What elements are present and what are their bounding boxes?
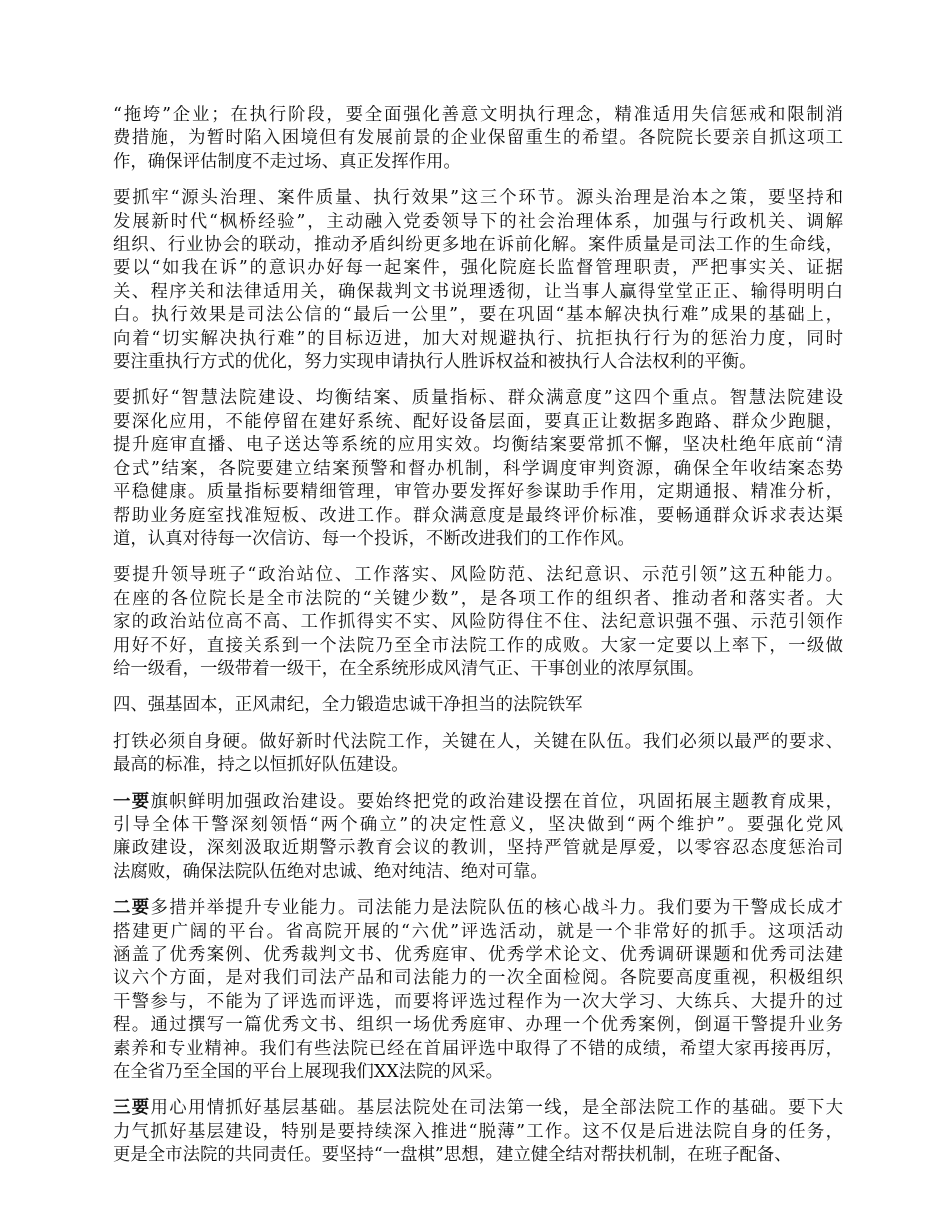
text-line: 四、强基固本，正风肃纪，全力锻造忠诚干净担当的法院铁军 (113, 695, 583, 716)
text-line: 向着“切实解决执行难”的目标迈进，加大对规避执行、抗拒执行行为的惩治力度，同时 (113, 328, 843, 349)
text-line: 道，认真对待每一次信访、每一个投诉，不断改进我们的工作作风。 (113, 528, 635, 549)
line-text: 多措并举提升专业能力。司法能力是法院队伍的核心战斗力。我们要为干警成长成才 (150, 898, 843, 919)
text-line (113, 791, 843, 814)
text-line: 搭建更广阔的平台。省高院开展的“六优”评选活动，就是一个非常好的抓手。这项活动 (113, 921, 843, 942)
text-line: 要注重执行方式的优化，努力实现申请执行人胜诉权益和被执行人合法权利的平衡。 (113, 352, 757, 373)
text-line: 法腐败，确保法院队伍绝对忠诚、绝对纯洁、绝对可靠。 (113, 861, 548, 882)
text-line: “拖垮”企业；在执行阶段，要全面强化善意文明执行理念，精准适用失信惩戒和限制消 (113, 105, 843, 125)
section-heading (113, 694, 843, 717)
document-page (113, 104, 843, 1181)
text-line (113, 1097, 843, 1120)
text-line: 用好不好，直接关系到一个法院乃至全市法院工作的成败。大家一定要以上率下，一级做 (113, 635, 843, 656)
paragraph (113, 387, 843, 551)
text-line: 在座的各位院长是全市法院的“关键少数”，是各项工作的组织者、推动者和落实者。大 (113, 588, 843, 609)
paragraph (113, 564, 843, 681)
paragraph (113, 104, 843, 174)
paragraph (113, 791, 843, 885)
text-line: 关、程序关和法律适用关，确保裁判文书说理透彻，让当事人赢得堂堂正正、输得明明白 (113, 281, 843, 302)
text-line: 给一级看，一级带着一级干，在全系统形成风清气正、干事创业的浓厚氛围。 (113, 658, 705, 679)
text-line: 更是全市法院的共同责任。要坚持“一盘棋”思想，建立健全结对帮扶机制，在班子配备、 (113, 1145, 792, 1166)
text-line: 要以“如我在诉”的意识办好每一起案件，强化院庭长监督管理职责，严把事实关、证据 (113, 258, 843, 279)
text-line: 干警参与，不能为了评选而评选，而要将评选过程作为一次大学习、大练兵、大提升的过 (113, 991, 843, 1012)
line-text: 旗帜鲜明加强政治建设。要始终把党的政治建设摆在首位，巩固拓展主题教育成果， (150, 791, 843, 812)
text-line: 白。执行效果是司法公信的“最后一公里”，要在巩固“基本解决执行难”成果的基础上， (113, 305, 843, 326)
text-line: 在全省乃至全国的平台上展现我们XX法院的风采。 (113, 1062, 503, 1083)
text-line (113, 897, 843, 920)
text-line: 引导全体干警深刻领悟“两个确立”的决定性意义，坚决做到“两个维护”。要强化党风 (113, 814, 843, 835)
text-line: 作，确保评估制度不走过场、真正发挥作用。 (113, 151, 461, 172)
paragraph (113, 187, 843, 374)
paragraph (113, 897, 843, 1084)
text-line: 仓式”结案，各院要建立结案预警和督办机制，科学调度审判资源，确保全年收结案态势 (113, 458, 843, 479)
text-line: 家的政治站位高不高、工作抓得实不实、风险防得住不住、法纪意识强不强、示范引领作 (113, 612, 843, 633)
text-line: 费措施，为暂时陷入困境但有发展前景的企业保留重生的希望。各院院长要亲自抓这项工 (113, 128, 843, 149)
text-line: 要深化应用，不能停留在建好系统、配好设备层面，要真正让数据多跑路、群众少跑腿， (113, 411, 843, 432)
text-line: 发展新时代“枫桥经验”，主动融入党委领导下的社会治理体系，加强与行政机关、调解 (113, 211, 843, 232)
lead-label: 一要 (113, 791, 151, 812)
text-line: 议六个方面，是对我们司法产品和司法能力的一次全面检阅。各院要高度重视，积极组织 (113, 968, 843, 989)
line-text: 用心用情抓好基层基础。基层法院处在司法第一线，是全部法院工作的基础。要下大 (150, 1098, 843, 1119)
text-line: 要抓好“智慧法院建设、均衡结案、质量指标、群众满意度”这四个重点。智慧法院建设 (113, 388, 843, 409)
text-line: 要抓牢“源头治理、案件质量、执行效果”这三个环节。源头治理是治本之策，要坚持和 (113, 188, 843, 209)
paragraph (113, 1097, 843, 1167)
text-line: 打铁必须自身硬。做好新时代法院工作，关键在人，关键在队伍。我们必须以最严的要求、 (113, 731, 843, 752)
text-line: 涵盖了优秀案例、优秀裁判文书、优秀庭审、优秀学术论文、优秀调研课题和优秀司法建 (113, 945, 843, 965)
text-line: 程。通过撰写一篇优秀文书、组织一场优秀庭审、办理一个优秀案例，倒逼干警提升业务 (113, 1015, 843, 1036)
text-line: 廉政建设，深刻汲取近期警示教育会议的教训，坚持严管就是厚爱，以零容忍态度惩治司 (113, 838, 843, 859)
text-line: 力气抓好基层建设，特别是要持续深入推进“脱薄”工作。这不仅是后进法院自身的任务， (113, 1121, 843, 1142)
text-line: 素养和专业精神。我们有些法院已经在首届评选中取得了不错的成绩，希望大家再接再厉， (113, 1038, 843, 1059)
text-line: 要提升领导班子“政治站位、工作落实、风险防范、法纪意识、示范引领”这五种能力。 (113, 565, 843, 586)
lead-label: 二要 (113, 898, 151, 919)
text-line: 组织、行业协会的联动，推动矛盾纠纷更多地在诉前化解。案件质量是司法工作的生命线， (113, 235, 843, 256)
text-line: 提升庭审直播、电子送达等系统的应用实效。均衡结案要常抓不懈，坚决杜绝年底前“清 (113, 435, 843, 456)
text-line: 最高的标准，持之以恒抓好队伍建设。 (113, 755, 409, 776)
paragraph (113, 731, 843, 778)
text-line: 平稳健康。质量指标要精细管理，审管办要发挥好参谋助手作用，定期通报、精准分析， (113, 482, 843, 503)
lead-label: 三要 (113, 1098, 151, 1119)
text-line: 帮助业务庭室找准短板、改进工作。群众满意度是最终评价标准，要畅通群众诉求表达渠 (113, 505, 843, 526)
